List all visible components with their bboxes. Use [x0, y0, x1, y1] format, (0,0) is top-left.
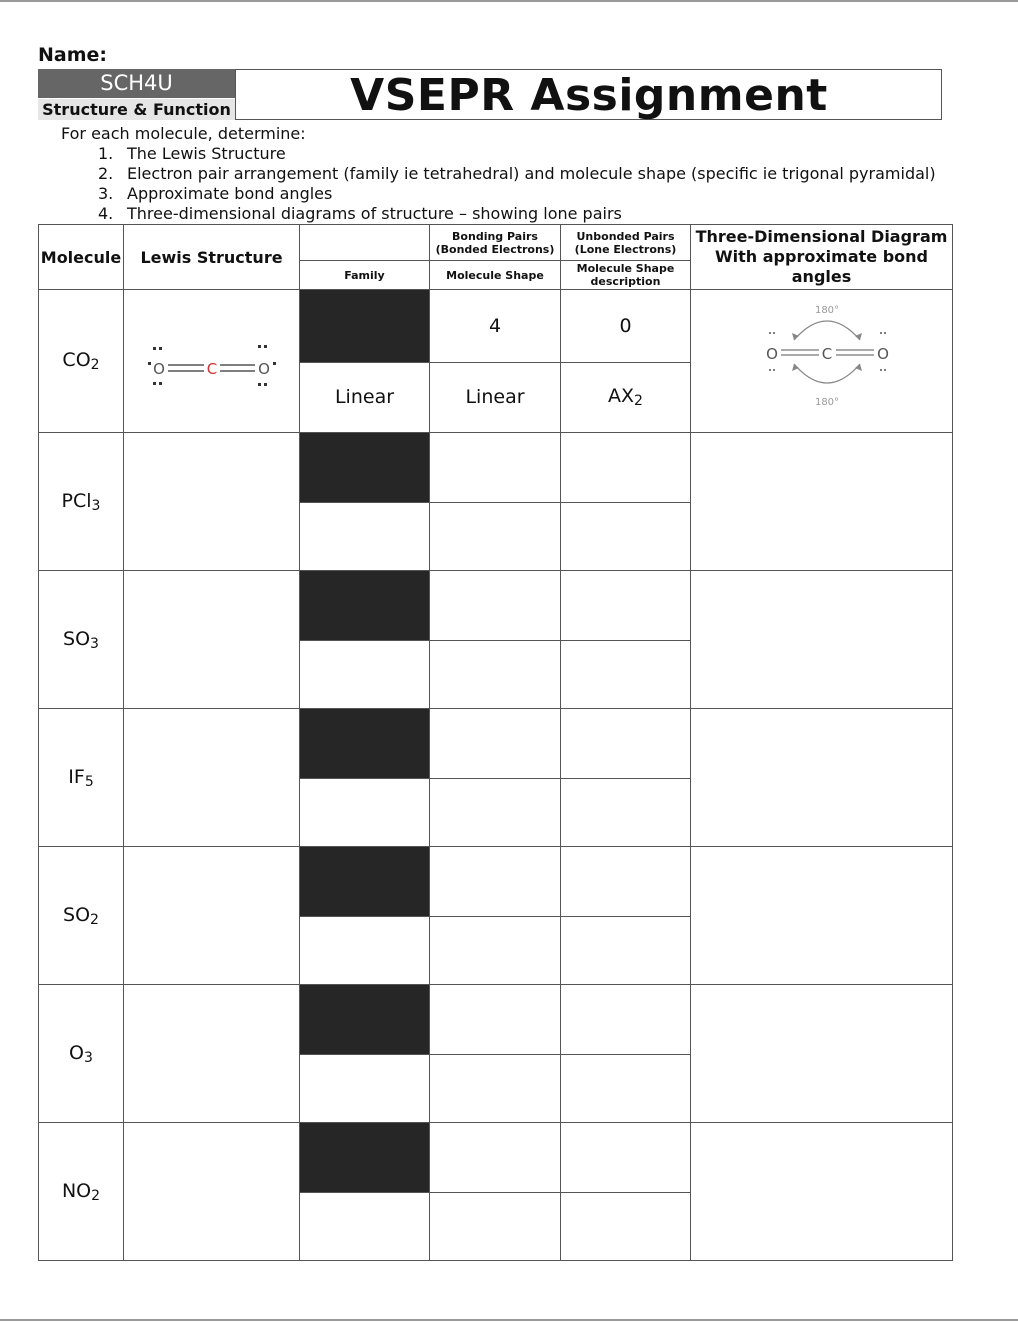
table-row — [39, 433, 953, 503]
lewis-structure-cell[interactable] — [124, 709, 300, 847]
header-bonding-pairs: Bonding Pairs (Bonded Electrons) — [430, 225, 561, 261]
angle-label-top: 180° — [814, 305, 840, 316]
bonding-pairs-cell[interactable] — [430, 1123, 561, 1193]
instruction-step: 4. Three-dimensional diagrams of structure – showing lone pairs — [98, 204, 622, 223]
unbonded-pairs-cell[interactable] — [561, 709, 691, 779]
header-unbonded-pairs: Unbonded Pairs (Lone Electrons) — [561, 225, 691, 261]
diagram-atom-left: O — [766, 345, 778, 363]
lewis-structure-cell[interactable] — [124, 1123, 300, 1261]
three-d-diagram-cell[interactable] — [691, 290, 953, 433]
lewis-structure-cell[interactable] — [124, 985, 300, 1123]
molecule-formula: $IF_5$ — [39, 709, 124, 847]
three-d-diagram-cell[interactable] — [691, 847, 953, 985]
instruction-step: 2. Electron pair arrangement (family ie tetrahedral) and molecule shape (specific ie trigonal pyramidal) — [98, 164, 936, 183]
molecule-shape-cell[interactable] — [430, 917, 561, 985]
family-cell[interactable]: Linear — [300, 362, 430, 432]
shape-description-cell[interactable] — [561, 641, 691, 709]
blank-dark-cell — [300, 709, 430, 779]
molecule-formula: $SO_3$ — [39, 571, 124, 709]
table-row — [39, 709, 953, 779]
angle-label-bottom: 180° — [814, 397, 840, 408]
header-family: Family — [300, 261, 430, 290]
molecule-shape-cell[interactable] — [430, 503, 561, 571]
instruction-step: 3. Approximate bond angles — [98, 184, 333, 203]
bonding-pairs-cell[interactable] — [430, 433, 561, 503]
lewis-atom-left: O — [153, 360, 165, 378]
instruction-step: 1. The Lewis Structure — [98, 144, 286, 163]
bottom-rule — [0, 1319, 1018, 1321]
vsepr-table — [38, 224, 953, 1261]
shape-description-cell[interactable] — [561, 779, 691, 847]
blank-dark-cell — [300, 847, 430, 917]
blank-dark-cell — [300, 290, 430, 363]
three-d-diagram-cell[interactable] — [691, 571, 953, 709]
lewis-structure-cell[interactable] — [124, 571, 300, 709]
blank-dark-cell — [300, 1123, 430, 1193]
three-d-diagram-cell[interactable] — [691, 985, 953, 1123]
lewis-atom-right: O — [258, 360, 270, 378]
family-cell[interactable] — [300, 1055, 430, 1123]
table-row — [39, 847, 953, 917]
page-title: VSEPR Assignment — [350, 70, 828, 121]
header-molecule-shape: Molecule Shape — [430, 261, 561, 290]
header-three-d-diagram: Three-Dimensional Diagram With approximate bond angles — [691, 225, 953, 290]
unbonded-pairs-cell[interactable] — [561, 433, 691, 503]
bonding-pairs-cell[interactable] — [430, 709, 561, 779]
three-d-diagram-cell[interactable] — [691, 709, 953, 847]
molecule-formula: PCl$_3$ — [39, 433, 124, 571]
angle-arc-top — [794, 321, 860, 340]
diagram-atom-center: C — [821, 345, 833, 363]
bonding-pairs-cell[interactable] — [430, 985, 561, 1055]
header-lewis-structure: Lewis Structure — [124, 225, 300, 290]
three-d-co2-diagram — [691, 290, 953, 428]
bonding-pairs-cell[interactable] — [430, 847, 561, 917]
shape-description-cell[interactable] — [561, 503, 691, 571]
header-molecule: Molecule — [39, 225, 124, 290]
unbonded-pairs-cell[interactable] — [561, 985, 691, 1055]
molecule-formula: $NO_2$ — [39, 1123, 124, 1261]
shape-description-cell[interactable] — [561, 1193, 691, 1261]
angle-arc-bottom — [794, 364, 860, 383]
three-d-diagram-cell[interactable] — [691, 433, 953, 571]
table-row — [39, 985, 953, 1055]
lewis-structure-cell[interactable] — [124, 433, 300, 571]
shape-description-cell[interactable] — [561, 1055, 691, 1123]
molecule-shape-cell[interactable] — [430, 1193, 561, 1261]
name-label: Name: — [38, 44, 108, 66]
unbonded-pairs-cell[interactable]: 0 — [561, 290, 691, 363]
table-row — [39, 290, 953, 363]
molecule-formula: $O_3$ — [39, 985, 124, 1123]
bonding-pairs-cell[interactable] — [430, 571, 561, 641]
unbonded-pairs-cell[interactable] — [561, 847, 691, 917]
unbonded-pairs-cell[interactable] — [561, 1123, 691, 1193]
family-cell[interactable] — [300, 917, 430, 985]
family-cell[interactable] — [300, 641, 430, 709]
top-rule — [0, 0, 1018, 2]
shape-description-cell[interactable]: $AX_2$ — [561, 362, 691, 432]
blank-dark-cell — [300, 571, 430, 641]
bonding-pairs-cell[interactable]: 4 — [430, 290, 561, 363]
lewis-atom-center: C — [206, 360, 218, 378]
molecule-shape-cell[interactable] — [430, 779, 561, 847]
lewis-structure-cell[interactable] — [124, 847, 300, 985]
molecule-shape-cell[interactable] — [430, 1055, 561, 1123]
molecule-shape-cell[interactable] — [430, 641, 561, 709]
lewis-structure-cell[interactable] — [124, 290, 300, 433]
course-code: SCH4U — [38, 69, 235, 98]
family-cell[interactable] — [300, 503, 430, 571]
molecule-formula: $SO_2$ — [39, 847, 124, 985]
family-cell[interactable] — [300, 1193, 430, 1261]
blank-dark-cell — [300, 433, 430, 503]
table-row — [39, 1123, 953, 1193]
blank-dark-cell — [300, 985, 430, 1055]
lewis-structure-co2-drawing — [124, 290, 300, 428]
unbonded-pairs-cell[interactable] — [561, 571, 691, 641]
instructions-list — [98, 144, 936, 224]
diagram-atom-right: O — [877, 345, 889, 363]
instructions-intro: For each molecule, determine: — [61, 124, 306, 143]
molecule-formula: $CO_2$ — [39, 290, 124, 433]
table-row — [39, 571, 953, 641]
header-blank — [300, 225, 430, 261]
three-d-diagram-cell[interactable] — [691, 1123, 953, 1261]
header-shape-description: Molecule Shape description — [561, 261, 691, 290]
molecule-shape-cell[interactable]: Linear — [430, 362, 561, 432]
shape-description-cell[interactable] — [561, 917, 691, 985]
family-cell[interactable] — [300, 779, 430, 847]
course-subtitle: Structure & Function — [38, 98, 235, 120]
